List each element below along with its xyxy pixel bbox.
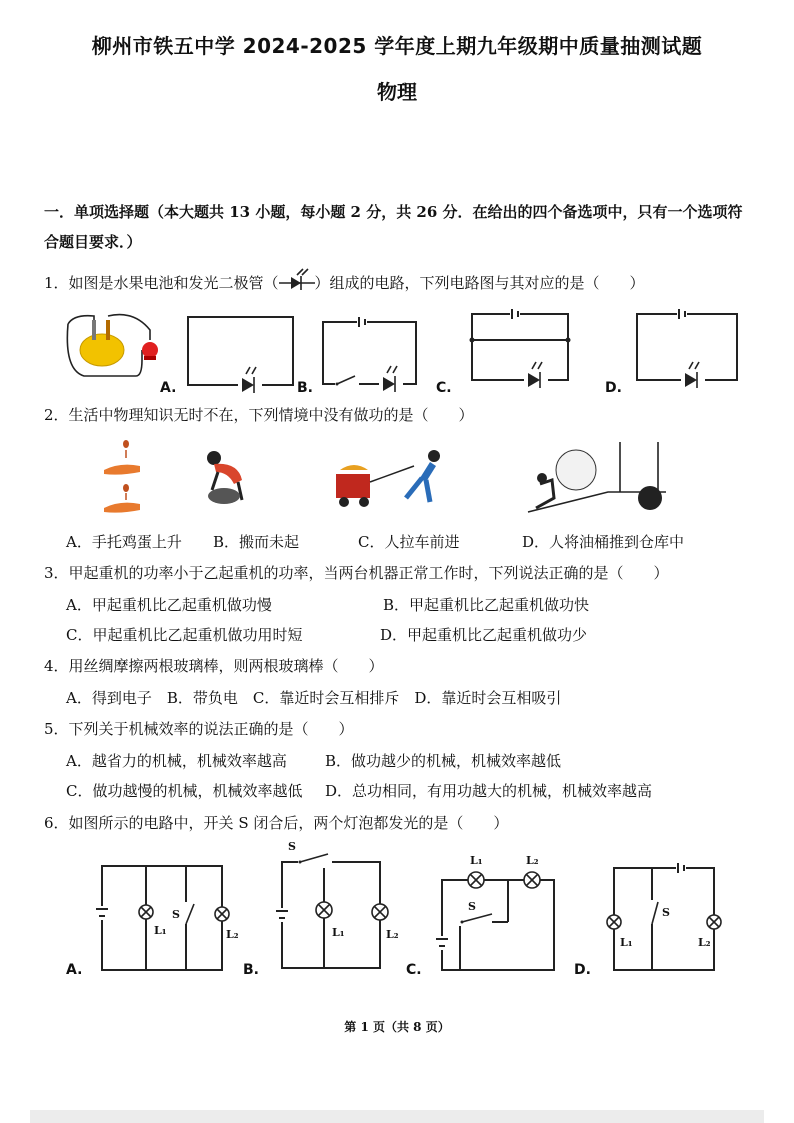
q6-option-c[interactable]: C. [406,962,422,978]
person-pulling-cart-illustration [330,448,450,518]
exam-title: 柳州市铁五中学 2024-2025 学年度上期九年级期中质量抽测试题 [91,34,703,58]
q6c-label-l2: L₂ [526,854,539,867]
q6a-label-l1: L₁ [154,924,167,937]
bottom-bar [30,1110,764,1123]
q6a-label-l2: L₂ [226,928,239,941]
q6b-label-l1: L₁ [332,926,345,939]
question-4-stem: 4．用丝绸摩擦两根玻璃棒，则两根玻璃棒（ ） [44,657,384,675]
question-2-stem: 2．生活中物理知识无时不在，下列情境中没有做功的是（ ） [44,406,474,424]
q3-option-b[interactable]: B．甲起重机比乙起重机做功快 [383,596,590,614]
q2-option-c[interactable]: C．人拉车前进 [358,533,460,551]
q1-circuit-d [637,306,747,386]
q6d-label-s: S [662,906,670,919]
q3-option-c[interactable]: C．甲起重机比乙起重机做功用时短 [66,626,303,644]
q1-option-a[interactable]: A. [160,380,177,396]
q1-circuit-b [323,312,423,392]
q2-option-b[interactable]: B．搬而未起 [213,533,300,551]
pushing-barrel-illustration [528,438,668,518]
section-heading: 一．单项选择题（本大题共 13 小题，每小题 2 分，共 26 分．在给出的四个备选项中，只有一个选项符合题目要求．） [44,203,743,251]
q6-option-d[interactable]: D. [574,962,591,978]
question-1-stem-part-a: 1．如图是水果电池和发光二极管（ [44,274,279,292]
q3-option-a[interactable]: A．甲起重机比乙起重机做功慢 [66,596,272,614]
q6-circuit-a [100,862,239,972]
exam-subject: 物理 [377,80,417,104]
q5-option-d[interactable]: D．总功相同，有用功越大的机械，机械效率越高 [325,782,653,800]
q6c-label-s: S [468,900,476,913]
q4-options[interactable]: A．得到电子 B．带负电 C．靠近时会互相排斥 D．靠近时会互相吸引 [66,689,562,707]
q2-option-d[interactable]: D．人将油桶推到仓库中 [522,533,685,551]
question-1-stem-part-b: ）组成的电路，下列电路图与其对应的是（ ） [314,274,645,292]
q6-circuit-c [440,852,570,972]
q6a-label-s: S [172,908,180,921]
q6c-label-l1: L₁ [470,854,483,867]
hand-lifting-egg-illustration [100,440,150,520]
lifting-rock-illustration [198,450,258,510]
q1-circuit-c [472,306,582,386]
q6-option-a[interactable]: A. [66,962,83,978]
question-6-stem: 6．如图所示的电路中，开关 S 闭合后，两个灯泡都发光的是（ ） [44,814,509,832]
q1-option-c[interactable]: C. [436,380,452,396]
question-3-stem: 3．甲起重机的功率小于乙起重机的功率，当两台机器正常工作时，下列说法正确的是（ ） [44,564,669,582]
q5-option-c[interactable]: C．做功越慢的机械，机械效率越低 [66,782,303,800]
fruit-battery-figure [64,310,164,390]
q6d-label-l1: L₁ [620,936,633,949]
q1-option-b[interactable]: B. [297,380,313,396]
q2-option-a[interactable]: A．手托鸡蛋上升 [66,533,182,551]
q6b-label-s: S [288,840,296,853]
q6b-label-l2: L₂ [386,928,399,941]
question-5-stem: 5．下列关于机械效率的说法正确的是（ ） [44,720,354,738]
q6-option-b[interactable]: B. [243,962,259,978]
q1-option-d[interactable]: D. [605,380,622,396]
q5-option-a[interactable]: A．越省力的机械，机械效率越高 [66,752,287,770]
q3-option-d[interactable]: D．甲起重机比乙起重机做功少 [380,626,588,644]
q1-circuit-a [188,312,298,392]
page-number: 第 1 页（共 8 页） [344,1020,450,1034]
question-1-stem [44,272,645,293]
q6-circuit-d [612,862,732,972]
q6d-label-l2: L₂ [698,936,711,949]
led-symbol-icon [279,275,315,293]
q5-option-b[interactable]: B．做功越少的机械，机械效率越低 [325,752,562,770]
q6-circuit-b [280,840,399,970]
